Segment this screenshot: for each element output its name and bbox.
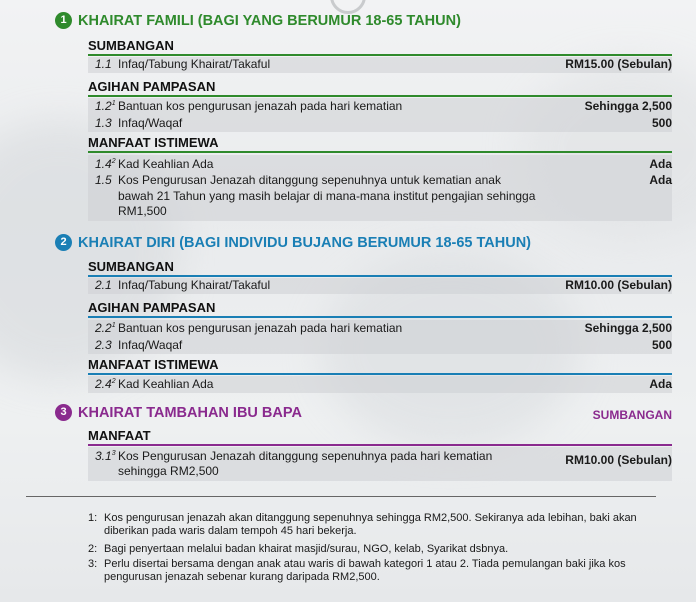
item-text: Infaq/Waqaf <box>118 116 183 130</box>
item-value: RM15.00 (Sebulan) <box>565 57 672 71</box>
section-title-text: KHAIRAT FAMILI (BAGI YANG BERUMUR 18-65 TAHUN) <box>78 12 461 29</box>
item-number: $3.1^3$ <box>95 449 116 463</box>
section-number-badge: 2 <box>55 234 72 251</box>
item-value: RM10.00 (Sebulan) <box>565 278 672 292</box>
item-text: Kad Keahlian Ada <box>118 377 214 391</box>
contribution-label: SUMBANGAN <box>592 408 672 422</box>
item-text: Bantuan kos pengurusan jenazah pada hari kematian <box>118 321 403 335</box>
group-heading: SUMBANGAN <box>88 259 672 277</box>
section-title-khairat-famili <box>55 12 461 29</box>
item-text: Infaq/Tabung Khairat/Takaful <box>118 57 271 71</box>
group-heading: MANFAAT ISTIMEWA <box>88 135 672 153</box>
section-title-khairat-diri <box>55 234 531 251</box>
group-heading: AGIHAN PAMPASAN <box>88 79 672 97</box>
item-value: Sehingga 2,500 <box>584 321 672 335</box>
item-number: 1.3 <box>95 116 112 130</box>
item-text: Kos Pengurusan Jenazah ditanggung sepenuhnya untuk kematian anak bawah 21 Tahun yang masih belajar di mana-mana institut pengajian sehingga RM1,500 <box>118 173 536 218</box>
item-number: $1.4^2$ <box>95 157 116 171</box>
table-row <box>88 320 672 354</box>
table-row <box>88 57 672 73</box>
item-value: 500 <box>651 338 672 352</box>
item-number: 1.1 <box>95 57 112 71</box>
section-title-text: KHAIRAT TAMBAHAN IBU BAPA <box>78 404 302 421</box>
table-row <box>88 278 672 294</box>
section-number-badge: 1 <box>55 12 72 29</box>
item-value: Ada <box>649 173 672 187</box>
item-number: $2.2^1$ <box>95 321 116 335</box>
item-text: Kos Pengurusan Jenazah ditanggung sepenuhnya pada hari kematian sehingga RM2,500 <box>118 449 493 478</box>
item-number: 2.3 <box>95 338 112 352</box>
group-heading: SUMBANGAN <box>88 38 672 56</box>
footnote-text: Kos pengurusan jenazah akan ditanggung sepenuhnya sehingga RM2,500. Sekiranya ada lebihan, baki akan diberikan pada waris dalam tempoh 45 hari bekerja. <box>104 512 637 537</box>
item-value: Ada <box>649 157 672 171</box>
table-row <box>88 447 672 481</box>
table-row <box>88 376 672 393</box>
group-heading: AGIHAN PAMPASAN <box>88 300 672 318</box>
group-heading: MANFAAT <box>88 428 672 446</box>
section-title-text: KHAIRAT DIRI (BAGI INDIVIDU BUJANG BERUMUR 18-65 TAHUN) <box>78 234 532 251</box>
item-value: RM10.00 (Sebulan) <box>565 453 672 467</box>
item-text: Infaq/Waqaf <box>118 338 183 352</box>
item-number: 2.1 <box>95 278 112 292</box>
item-number: 1.5 <box>95 173 112 187</box>
footnote-text: Perlu disertai bersama dengan anak atau waris di bawah kategori 1 atau 2. Tiada pemulangan baki jika kos pengurusan jenazah sebenar kurang daripada RM2,500. <box>104 558 626 583</box>
item-number: $1.2^1$ <box>95 99 116 113</box>
item-number: $2.4^2$ <box>95 377 116 391</box>
footnote-number: 1: <box>88 512 98 524</box>
section-title-khairat-tambahan <box>55 404 302 421</box>
table-row <box>88 98 672 132</box>
group-heading: MANFAAT ISTIMEWA <box>88 357 672 375</box>
item-text: Infaq/Tabung Khairat/Takaful <box>118 278 271 292</box>
footnote-number: 3: <box>88 558 98 570</box>
footnote-number: 2: <box>88 543 98 555</box>
item-value: Sehingga 2,500 <box>584 99 672 113</box>
divider <box>26 496 656 497</box>
table-row <box>88 155 672 221</box>
item-value: 500 <box>651 116 672 130</box>
section-number-badge: 3 <box>55 404 72 421</box>
item-text: Bantuan kos pengurusan jenazah pada hari kematian <box>118 99 403 113</box>
item-text: Kad Keahlian Ada <box>118 157 214 171</box>
item-value: Ada <box>649 377 672 391</box>
footnote-text: Bagi penyertaan melalui badan khairat masjid/surau, NGO, kelab, Syarikat dsbnya. <box>104 543 509 555</box>
